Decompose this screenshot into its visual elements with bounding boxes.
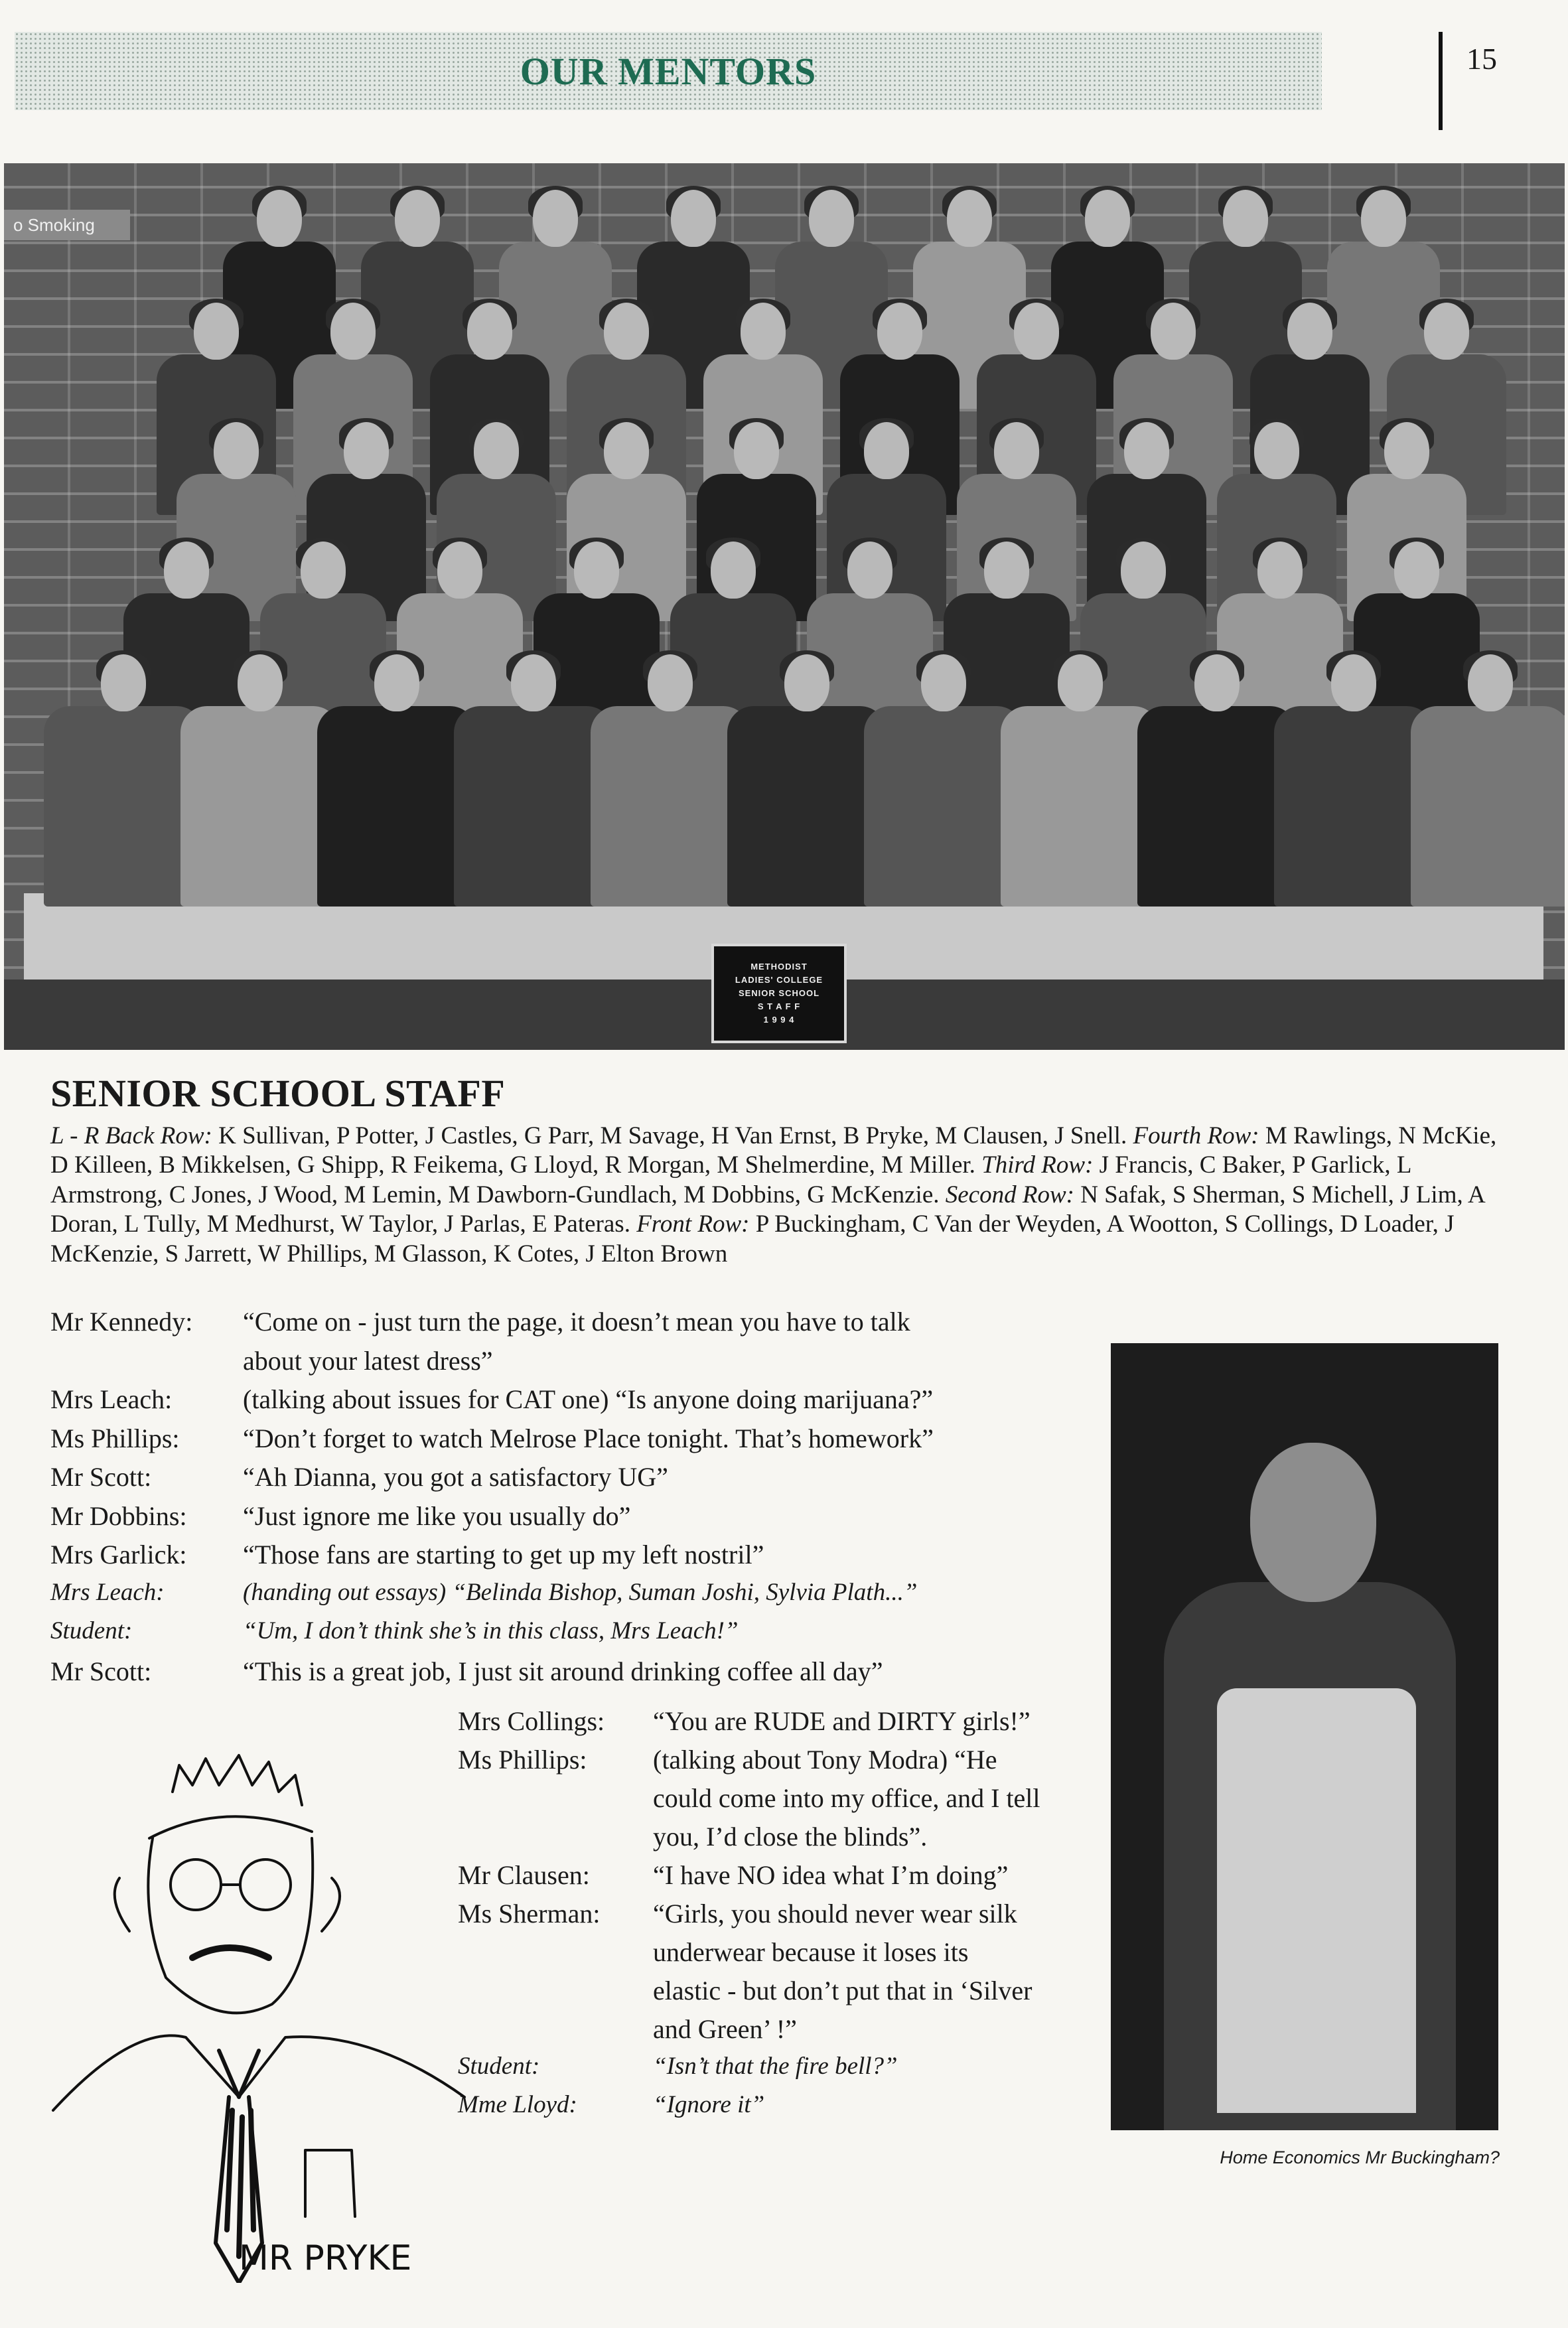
person-head bbox=[784, 654, 829, 711]
quote-text: “Isn’t that the fire bell?” bbox=[653, 2053, 898, 2080]
quote-text: (handing out essays) “Belinda Bishop, Suman Joshi, Sylvia Plath...” bbox=[243, 1578, 918, 1606]
quote-speaker: Mrs Leach: bbox=[50, 1578, 165, 1606]
quote-text: “You are RUDE and DIRTY girls!” bbox=[653, 1706, 1031, 1736]
person-head bbox=[1151, 303, 1196, 360]
person-head bbox=[671, 190, 716, 247]
section-title: SENIOR SCHOOL STAFF bbox=[50, 1072, 506, 1115]
quote-speaker: Mrs Leach: bbox=[50, 1384, 173, 1414]
quote-row bbox=[50, 1538, 1086, 1572]
quote-speaker bbox=[458, 1974, 653, 2008]
person-head bbox=[809, 190, 854, 247]
person-head bbox=[1287, 303, 1332, 360]
quote-row bbox=[50, 1460, 1086, 1494]
caption-row-names: J Francis, C Baker, P Garlick, L Armstrong, C Jones, J Wood, M Lemin, M Dawborn-Gundlach, M Dobbins, G McKenzie. bbox=[50, 1151, 1411, 1208]
person-head bbox=[734, 422, 779, 479]
quote-speaker: Ms Phillips: bbox=[458, 1745, 587, 1775]
sketch-glasses-left bbox=[171, 1859, 221, 1910]
sketch-glasses-right bbox=[240, 1859, 291, 1910]
person-head bbox=[921, 654, 966, 711]
quote-speaker: Ms Sherman: bbox=[458, 1899, 601, 1928]
person-head bbox=[1257, 542, 1303, 599]
person-head bbox=[574, 542, 619, 599]
quote-row bbox=[458, 1781, 1095, 1816]
photo-figure-head bbox=[1250, 1443, 1376, 1602]
person-head bbox=[711, 542, 756, 599]
quote-text: “Um, I don’t think she’s in this class, Mrs Leach!” bbox=[243, 1617, 739, 1644]
quote-speaker: Mrs Collings: bbox=[458, 1706, 605, 1736]
caption-row-label: Second Row: bbox=[945, 1181, 1074, 1208]
teacher-photo bbox=[1111, 1343, 1498, 2130]
person-head bbox=[344, 422, 389, 479]
person-head bbox=[437, 542, 482, 599]
person-head bbox=[330, 303, 376, 360]
quote-row bbox=[50, 1344, 1086, 1378]
person-head bbox=[1124, 422, 1169, 479]
person-head bbox=[1085, 190, 1130, 247]
person-head bbox=[864, 422, 909, 479]
person-head bbox=[474, 422, 519, 479]
person-head bbox=[238, 654, 283, 711]
person-head bbox=[994, 422, 1039, 479]
sketch-face bbox=[148, 1838, 313, 2013]
sketch-mustache bbox=[192, 1948, 269, 1958]
quote-row bbox=[50, 1577, 1086, 1609]
quote-text: “Come on - just turn the page, it doesn’t mean you have to talk bbox=[243, 1307, 910, 1337]
quote-speaker: Mme Lloyd: bbox=[458, 2091, 577, 2118]
quote-text: “This is a great job, I just sit around drinking coffee all day” bbox=[243, 1656, 883, 1686]
quote-row bbox=[458, 1743, 1095, 1777]
person-head bbox=[164, 542, 209, 599]
photo-person bbox=[44, 654, 203, 907]
quote-row bbox=[50, 1615, 1086, 1647]
person-body bbox=[454, 706, 613, 907]
person-head bbox=[467, 303, 512, 360]
person-head bbox=[1254, 422, 1299, 479]
quote-text: underwear because it loses its bbox=[653, 1937, 969, 1967]
plaque-line: S T A F F bbox=[757, 1001, 801, 1012]
person-head bbox=[1223, 190, 1268, 247]
caption-row-label: L - R Back Row: bbox=[50, 1122, 212, 1149]
quote-speaker: Student: bbox=[50, 1617, 133, 1644]
person-body bbox=[1137, 706, 1297, 907]
quote-text: you, I’d close the blinds”. bbox=[653, 1822, 928, 1852]
quote-speaker: Mr Kennedy: bbox=[50, 1307, 193, 1337]
person-head bbox=[395, 190, 440, 247]
quote-speaker bbox=[458, 1935, 653, 1970]
person-head bbox=[1014, 303, 1059, 360]
person-head bbox=[533, 190, 578, 247]
plaque-line: METHODIST bbox=[750, 961, 808, 972]
photo-person bbox=[180, 654, 340, 907]
quote-speaker bbox=[50, 1344, 243, 1378]
caption-row-names: M Rawlings, N McKie, D Killeen, B Mikkelsen, G Shipp, R Feikema, G Lloyd, R Morgan, M Shelmerdine, M Miller. bbox=[50, 1122, 1497, 1179]
caption-row-names: K Sullivan, P Potter, J Castles, G Parr, M Savage, H Van Ernst, B Pryke, M Clausen, J Snell. bbox=[212, 1122, 1133, 1149]
quote-text: “Don’t forget to watch Melrose Place tonight. That’s homework” bbox=[243, 1423, 934, 1453]
quote-row bbox=[50, 1654, 1086, 1689]
quote-speaker: Mr Scott: bbox=[50, 1656, 152, 1686]
quote-row bbox=[458, 1935, 1095, 1970]
photo-person bbox=[1411, 654, 1565, 907]
page-divider bbox=[1439, 32, 1443, 130]
photo-person bbox=[317, 654, 476, 907]
person-body bbox=[317, 706, 476, 907]
person-body bbox=[1274, 706, 1433, 907]
plaque-line: LADIES' COLLEGE bbox=[735, 974, 823, 985]
person-head bbox=[1194, 654, 1240, 711]
person-head bbox=[648, 654, 693, 711]
quote-row bbox=[458, 1858, 1095, 1893]
sketch-tie-fill bbox=[227, 2110, 253, 2256]
quote-text: “Ah Dianna, you got a satisfactory UG” bbox=[243, 1462, 668, 1492]
person-body bbox=[591, 706, 750, 907]
sketch-hair bbox=[173, 1755, 302, 1805]
quote-row bbox=[458, 1974, 1095, 2008]
person-head bbox=[257, 190, 302, 247]
quote-text: “I have NO idea what I’m doing” bbox=[653, 1860, 1009, 1890]
person-body bbox=[44, 706, 203, 907]
photo-person bbox=[864, 654, 1023, 907]
quote-text: elastic - but don’t put that in ‘Silver bbox=[653, 1976, 1033, 2005]
sketch-signature: MR PRYKE bbox=[239, 2238, 412, 2278]
person-head bbox=[374, 654, 419, 711]
person-head bbox=[511, 654, 556, 711]
sketch-pocket bbox=[305, 2150, 355, 2217]
photo-person bbox=[591, 654, 750, 907]
quote-text: “Just ignore me like you usually do” bbox=[243, 1500, 631, 1531]
quote-text: (talking about Tony Modra) “He bbox=[653, 1745, 997, 1775]
photo-apron bbox=[1217, 1688, 1416, 2113]
person-head bbox=[1331, 654, 1376, 711]
plaque-line: 1 9 9 4 bbox=[763, 1015, 795, 1025]
quote-row bbox=[458, 2089, 1095, 2121]
quote-text: and Green’ !” bbox=[653, 2014, 797, 2044]
person-head bbox=[877, 303, 922, 360]
photo-person bbox=[1001, 654, 1160, 907]
person-head bbox=[1058, 654, 1103, 711]
no-smoking-sign: o Smoking bbox=[4, 210, 130, 240]
person-body bbox=[1001, 706, 1160, 907]
photo-person bbox=[1137, 654, 1297, 907]
caption-row-names: P Buckingham, C Van der Weyden, A Wootton, S Collings, D Loader, J McKenzie, S Jarrett, W Phillips, M Glasson, K Cotes, J Elton Brown bbox=[50, 1210, 1455, 1268]
quote-text: “Those fans are starting to get up my left nostril” bbox=[243, 1540, 764, 1569]
quote-row bbox=[458, 2012, 1095, 2047]
person-body bbox=[864, 706, 1023, 907]
quote-row bbox=[50, 1499, 1086, 1534]
person-head bbox=[194, 303, 239, 360]
quote-text: “Ignore it” bbox=[653, 2091, 765, 2118]
photo-person bbox=[454, 654, 613, 907]
quote-text: about your latest dress” bbox=[243, 1345, 493, 1376]
plaque-line: SENIOR SCHOOL bbox=[738, 987, 820, 998]
quote-speaker bbox=[458, 1781, 653, 1816]
caption-row-label: Fourth Row: bbox=[1133, 1122, 1259, 1149]
person-head bbox=[1361, 190, 1406, 247]
quote-row bbox=[458, 1820, 1095, 1854]
quote-speaker bbox=[458, 1820, 653, 1854]
person-head bbox=[604, 303, 649, 360]
quote-row bbox=[50, 1305, 1086, 1339]
quote-speaker: Student: bbox=[458, 2053, 540, 2080]
person-head bbox=[984, 542, 1029, 599]
person-body bbox=[180, 706, 340, 907]
person-head bbox=[604, 422, 649, 479]
quote-speaker: Ms Phillips: bbox=[50, 1423, 180, 1453]
person-head bbox=[1394, 542, 1439, 599]
person-head bbox=[101, 654, 146, 711]
quote-row bbox=[50, 1382, 1086, 1417]
sketch-hairline bbox=[149, 1816, 312, 1838]
quote-speaker: Mr Scott: bbox=[50, 1462, 152, 1492]
photo-caption bbox=[50, 1122, 1517, 1269]
person-head bbox=[947, 190, 992, 247]
quote-text: “Girls, you should never wear silk bbox=[653, 1899, 1017, 1928]
caption-row-names: N Safak, S Sherman, S Michell, J Lim, A Doran, L Tully, M Medhurst, W Taylor, J Parlas, E Pateras. bbox=[50, 1181, 1484, 1238]
quote-speaker: Mr Clausen: bbox=[458, 1860, 590, 1890]
quote-speaker: Mrs Garlick: bbox=[50, 1540, 187, 1569]
quote-speaker: Mr Dobbins: bbox=[50, 1500, 187, 1531]
person-head bbox=[1384, 422, 1429, 479]
teacher-sketch bbox=[40, 1739, 478, 2283]
quote-row bbox=[458, 1897, 1095, 1931]
person-head bbox=[214, 422, 259, 479]
person-body bbox=[1411, 706, 1565, 907]
staff-group-photo bbox=[4, 163, 1565, 1050]
person-head bbox=[741, 303, 786, 360]
caption-row-label: Front Row: bbox=[636, 1210, 750, 1238]
person-head bbox=[1468, 654, 1513, 711]
photo-person bbox=[1274, 654, 1433, 907]
quote-text: (talking about issues for CAT one) “Is anyone doing marijuana?” bbox=[243, 1384, 934, 1414]
quote-text: could come into my office, and I tell bbox=[653, 1783, 1040, 1813]
person-head bbox=[847, 542, 892, 599]
quote-row bbox=[458, 2051, 1095, 2082]
staff-plaque bbox=[711, 944, 847, 1043]
person-head bbox=[1424, 303, 1469, 360]
person-head bbox=[301, 542, 346, 599]
section-banner bbox=[15, 32, 1322, 110]
quote-row bbox=[458, 1704, 1095, 1739]
caption-row-label: Third Row: bbox=[981, 1151, 1094, 1179]
photo-person bbox=[727, 654, 887, 907]
page-number: 15 bbox=[1466, 42, 1497, 76]
quote-row bbox=[50, 1421, 1086, 1456]
banner-title: OUR MENTORS bbox=[520, 49, 817, 93]
teacher-photo-caption: Home Economics Mr Buckingham? bbox=[1220, 2147, 1500, 2167]
person-head bbox=[1121, 542, 1166, 599]
person-body bbox=[727, 706, 887, 907]
quote-speaker bbox=[458, 2012, 653, 2047]
sketch-shoulders bbox=[53, 2035, 464, 2110]
